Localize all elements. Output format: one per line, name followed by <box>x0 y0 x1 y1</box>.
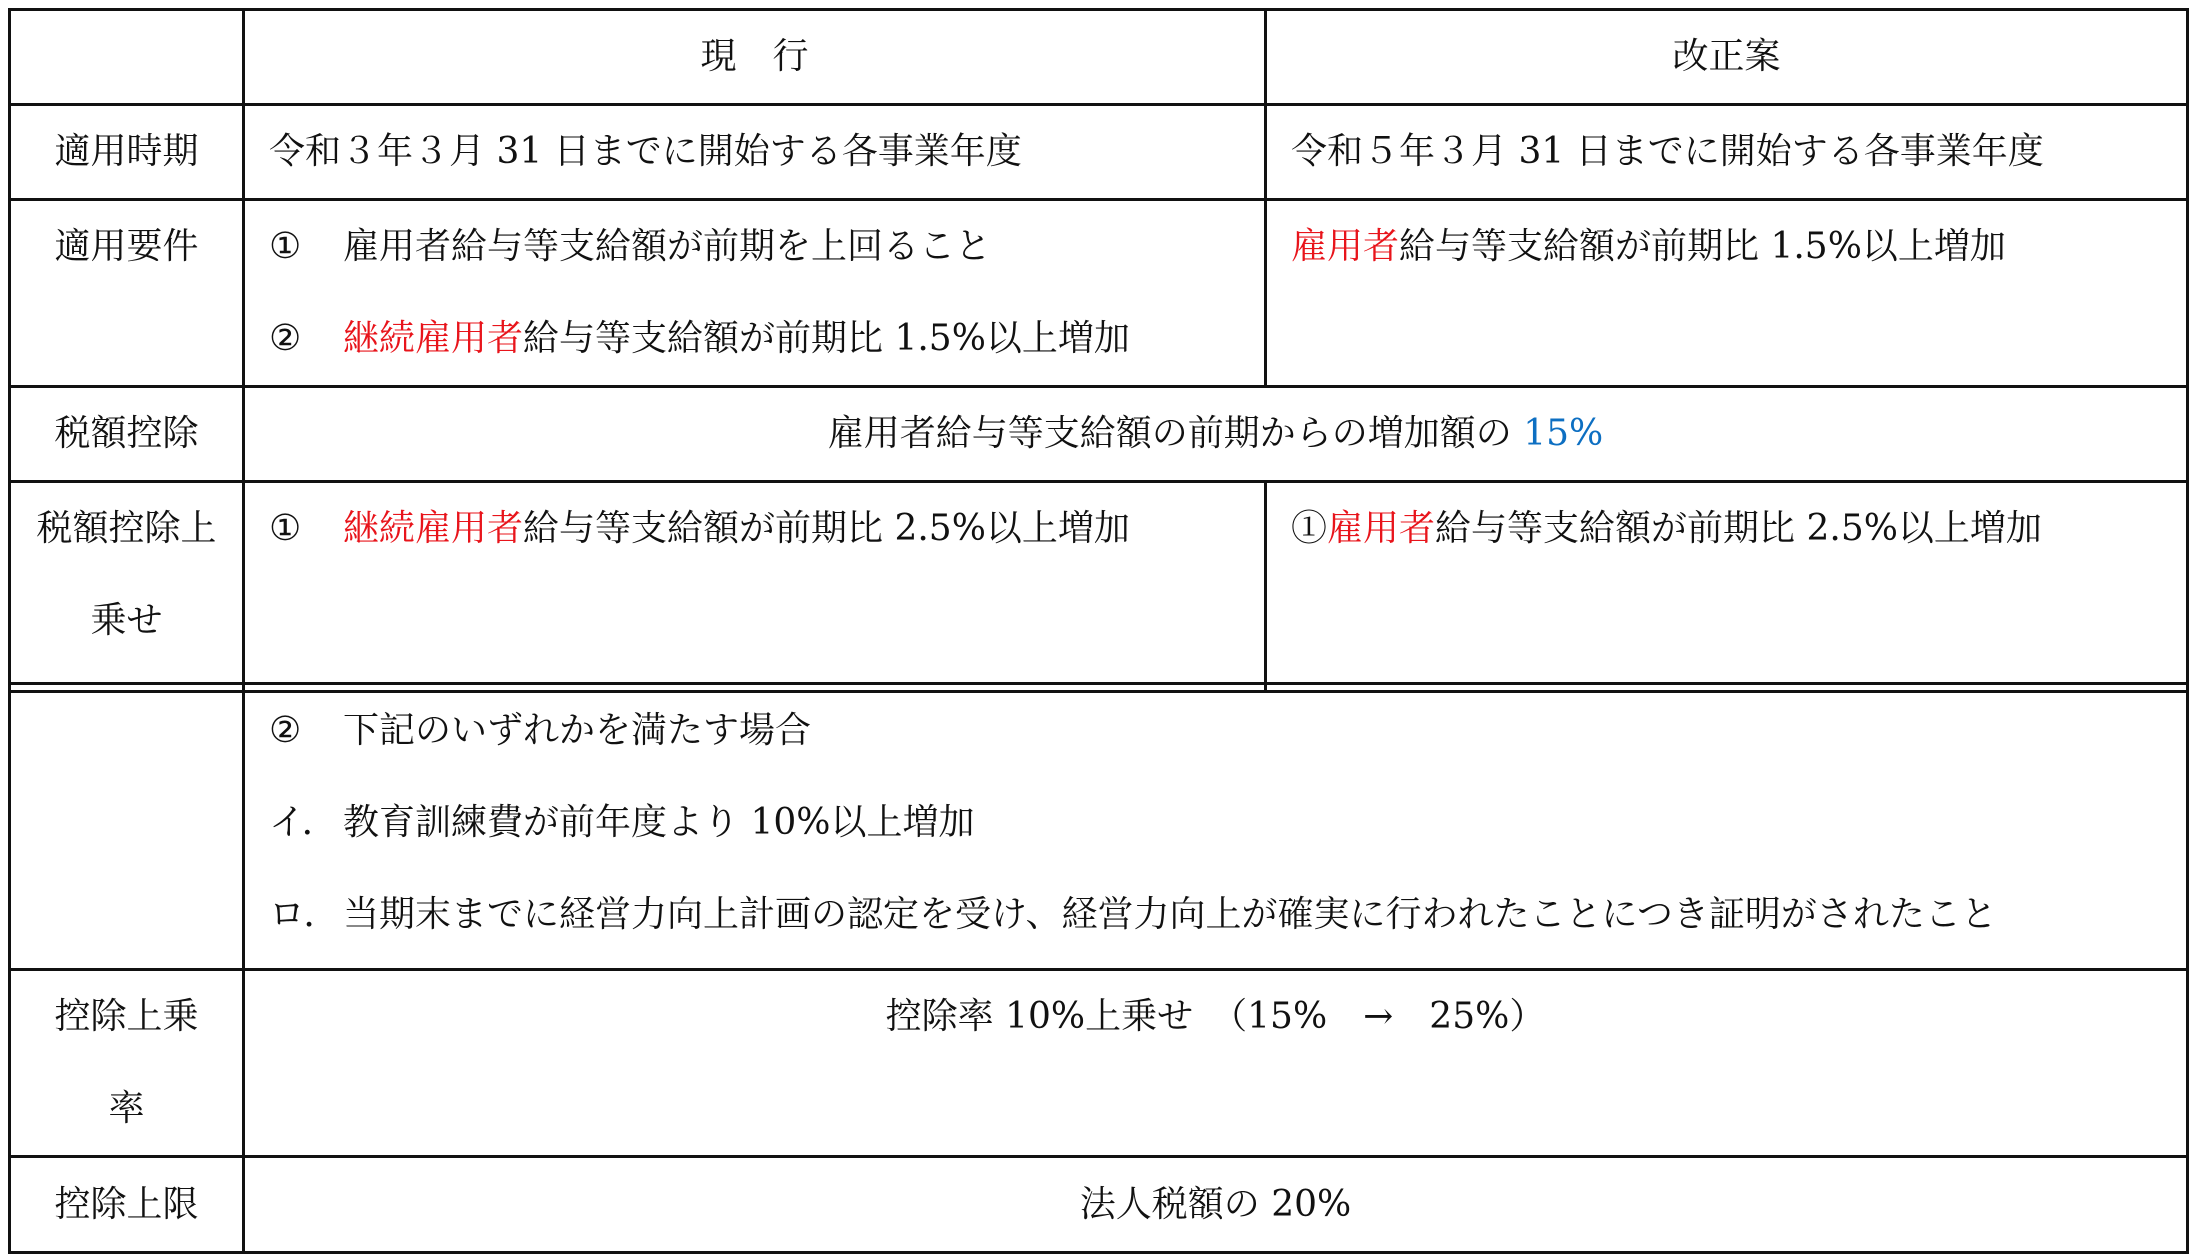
comparison-table-part-1 <box>8 8 2186 684</box>
header-row <box>10 10 2188 105</box>
requirements-proposal <box>1266 200 2188 387</box>
limit-label: 控除上限 <box>10 1157 244 1253</box>
item-text: 給与等支給額が前期比 2.5%以上増加 <box>523 508 1130 549</box>
item-number: ② <box>269 318 302 359</box>
row-addon-continued <box>10 684 2188 970</box>
addon-proposal-line <box>1291 483 2186 575</box>
highlight-red-text: 雇用者 <box>1327 508 1436 549</box>
credit-highlight: 15% <box>1523 413 1604 454</box>
row-addon <box>10 482 2188 692</box>
item-text: 雇用者給与等支給額が前期を上回ること <box>343 226 992 267</box>
item-number: ① <box>269 508 302 549</box>
addon-current <box>244 482 1266 692</box>
row-rate <box>10 970 2188 1157</box>
addon-label-line-1: 税額控除上 <box>36 508 217 549</box>
credit-label: 税額控除 <box>10 387 244 482</box>
requirements-label: 適用要件 <box>10 200 244 387</box>
rate-value: 控除率 10%上乗せ （15% → 25%） <box>244 970 2188 1157</box>
credit-value <box>244 387 2188 482</box>
item-number: ① <box>1291 508 1328 549</box>
requirements-current <box>244 200 1266 387</box>
rate-label <box>10 970 244 1157</box>
item-text: 当期末までに経営力向上計画の認定を受け、経営力向上が確実に行われたことにつき証明がされたこと <box>343 894 1997 935</box>
rate-label-line-1: 控除上乗 <box>54 996 199 1037</box>
comparison-document <box>8 8 2186 1242</box>
header-empty-cell <box>10 10 244 105</box>
addon-label <box>10 482 244 692</box>
comparison-table-part-2 <box>8 682 2186 1252</box>
row-requirements <box>10 200 2188 387</box>
item-text: 給与等支給額が前期比 1.5%以上増加 <box>523 318 1130 359</box>
addon-continued-body <box>244 684 2188 970</box>
requirements-proposal-line <box>1291 201 2186 293</box>
item-number: ロ． <box>269 894 340 935</box>
highlight-red-text: 継続雇用者 <box>343 318 524 359</box>
addon-proposal <box>1266 482 2188 692</box>
addon-cont-line-3 <box>269 869 2186 961</box>
addon-current-line <box>269 483 1264 575</box>
item-number: イ． <box>269 802 338 843</box>
addon-cont-line-2 <box>269 777 2186 869</box>
item-text: 下記のいずれかを満たす場合 <box>343 710 812 751</box>
rate-label-line-2: 率 <box>108 1088 145 1129</box>
item-text: 給与等支給額が前期比 1.5%以上増加 <box>1399 226 2006 267</box>
item-text: 教育訓練費が前年度より 10%以上増加 <box>343 802 975 843</box>
addon-continued-label <box>10 684 244 970</box>
item-number: ② <box>269 710 302 751</box>
highlight-red-text: 継続雇用者 <box>343 508 524 549</box>
requirements-current-line-2 <box>269 293 1264 385</box>
period-proposal: 令和５年３月 31 日までに開始する各事業年度 <box>1266 105 2188 200</box>
period-current: 令和３年３月 31 日までに開始する各事業年度 <box>244 105 1266 200</box>
item-number: ① <box>269 226 302 267</box>
row-credit <box>10 387 2188 482</box>
header-proposal: 改正案 <box>1266 10 2188 105</box>
highlight-red-text: 雇用者 <box>1291 226 1400 267</box>
item-text: 給与等支給額が前期比 2.5%以上増加 <box>1435 508 2042 549</box>
row-limit <box>10 1157 2188 1253</box>
row-period <box>10 105 2188 200</box>
header-current: 現 行 <box>244 10 1266 105</box>
addon-label-line-2: 乗せ <box>90 600 163 641</box>
requirements-current-line-1 <box>269 201 1264 293</box>
limit-value: 法人税額の 20% <box>244 1157 2188 1253</box>
credit-text: 雇用者給与等支給額の前期からの増加額の <box>827 413 1512 454</box>
addon-cont-line-1 <box>269 685 2186 777</box>
period-label: 適用時期 <box>10 105 244 200</box>
